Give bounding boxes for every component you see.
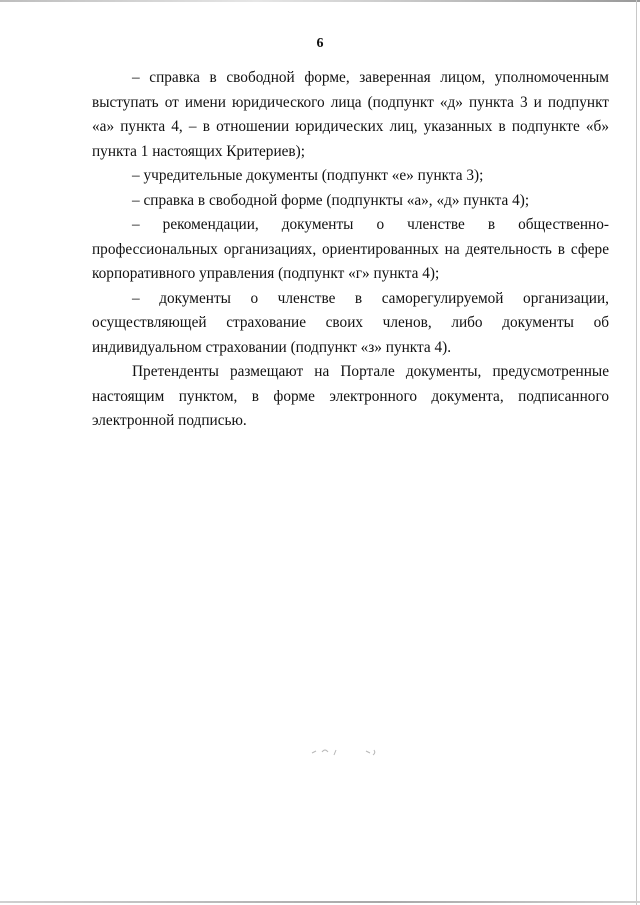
paragraph-free-form-certificate: – справка в свободной форме (подпункты «а», «д» пункта 4); (132, 191, 530, 209)
scan-edge-bottom (0, 901, 640, 903)
scan-edge-top (0, 0, 640, 2)
page-number: 6 (316, 36, 324, 51)
paragraph-certificate-legal-entity: – справка в свободной форме, заверенная лицом, уполномоченным выступать от имени юридического лица (подпункт «д» пункта 3 и подпункт «а» пункта 4, – в отношении юридических лиц, указанных в подпункте «б» пункта 1 настоящих Критериев); (92, 69, 609, 160)
document-body (92, 66, 609, 434)
faint-scan-mark (310, 744, 390, 758)
scan-noise-icon (310, 744, 390, 758)
paragraph-founding-documents: – учредительные документы (подпункт «е» пункта 3); (132, 167, 484, 184)
paragraph-recommendations: – рекомендации, документы о членстве в общественно-профессиональных организациях, ориентированных на деятельность в сфере корпоративного управления (подпункт «г» пункта 4); (92, 216, 609, 282)
paragraph-portal-submission: Претенденты размещают на Портале документы, предусмотренные настоящим пунктом, в форме электронного документа, подписанного электронной подписью. (92, 363, 609, 429)
scan-edge-right (636, 0, 637, 905)
paragraph-self-regulatory-membership: – документы о членстве в саморегулируемой организации, осуществляющей страхование своих членов, либо документы об индивидуальном страховании (подпункт «з» пункта 4). (92, 289, 609, 356)
